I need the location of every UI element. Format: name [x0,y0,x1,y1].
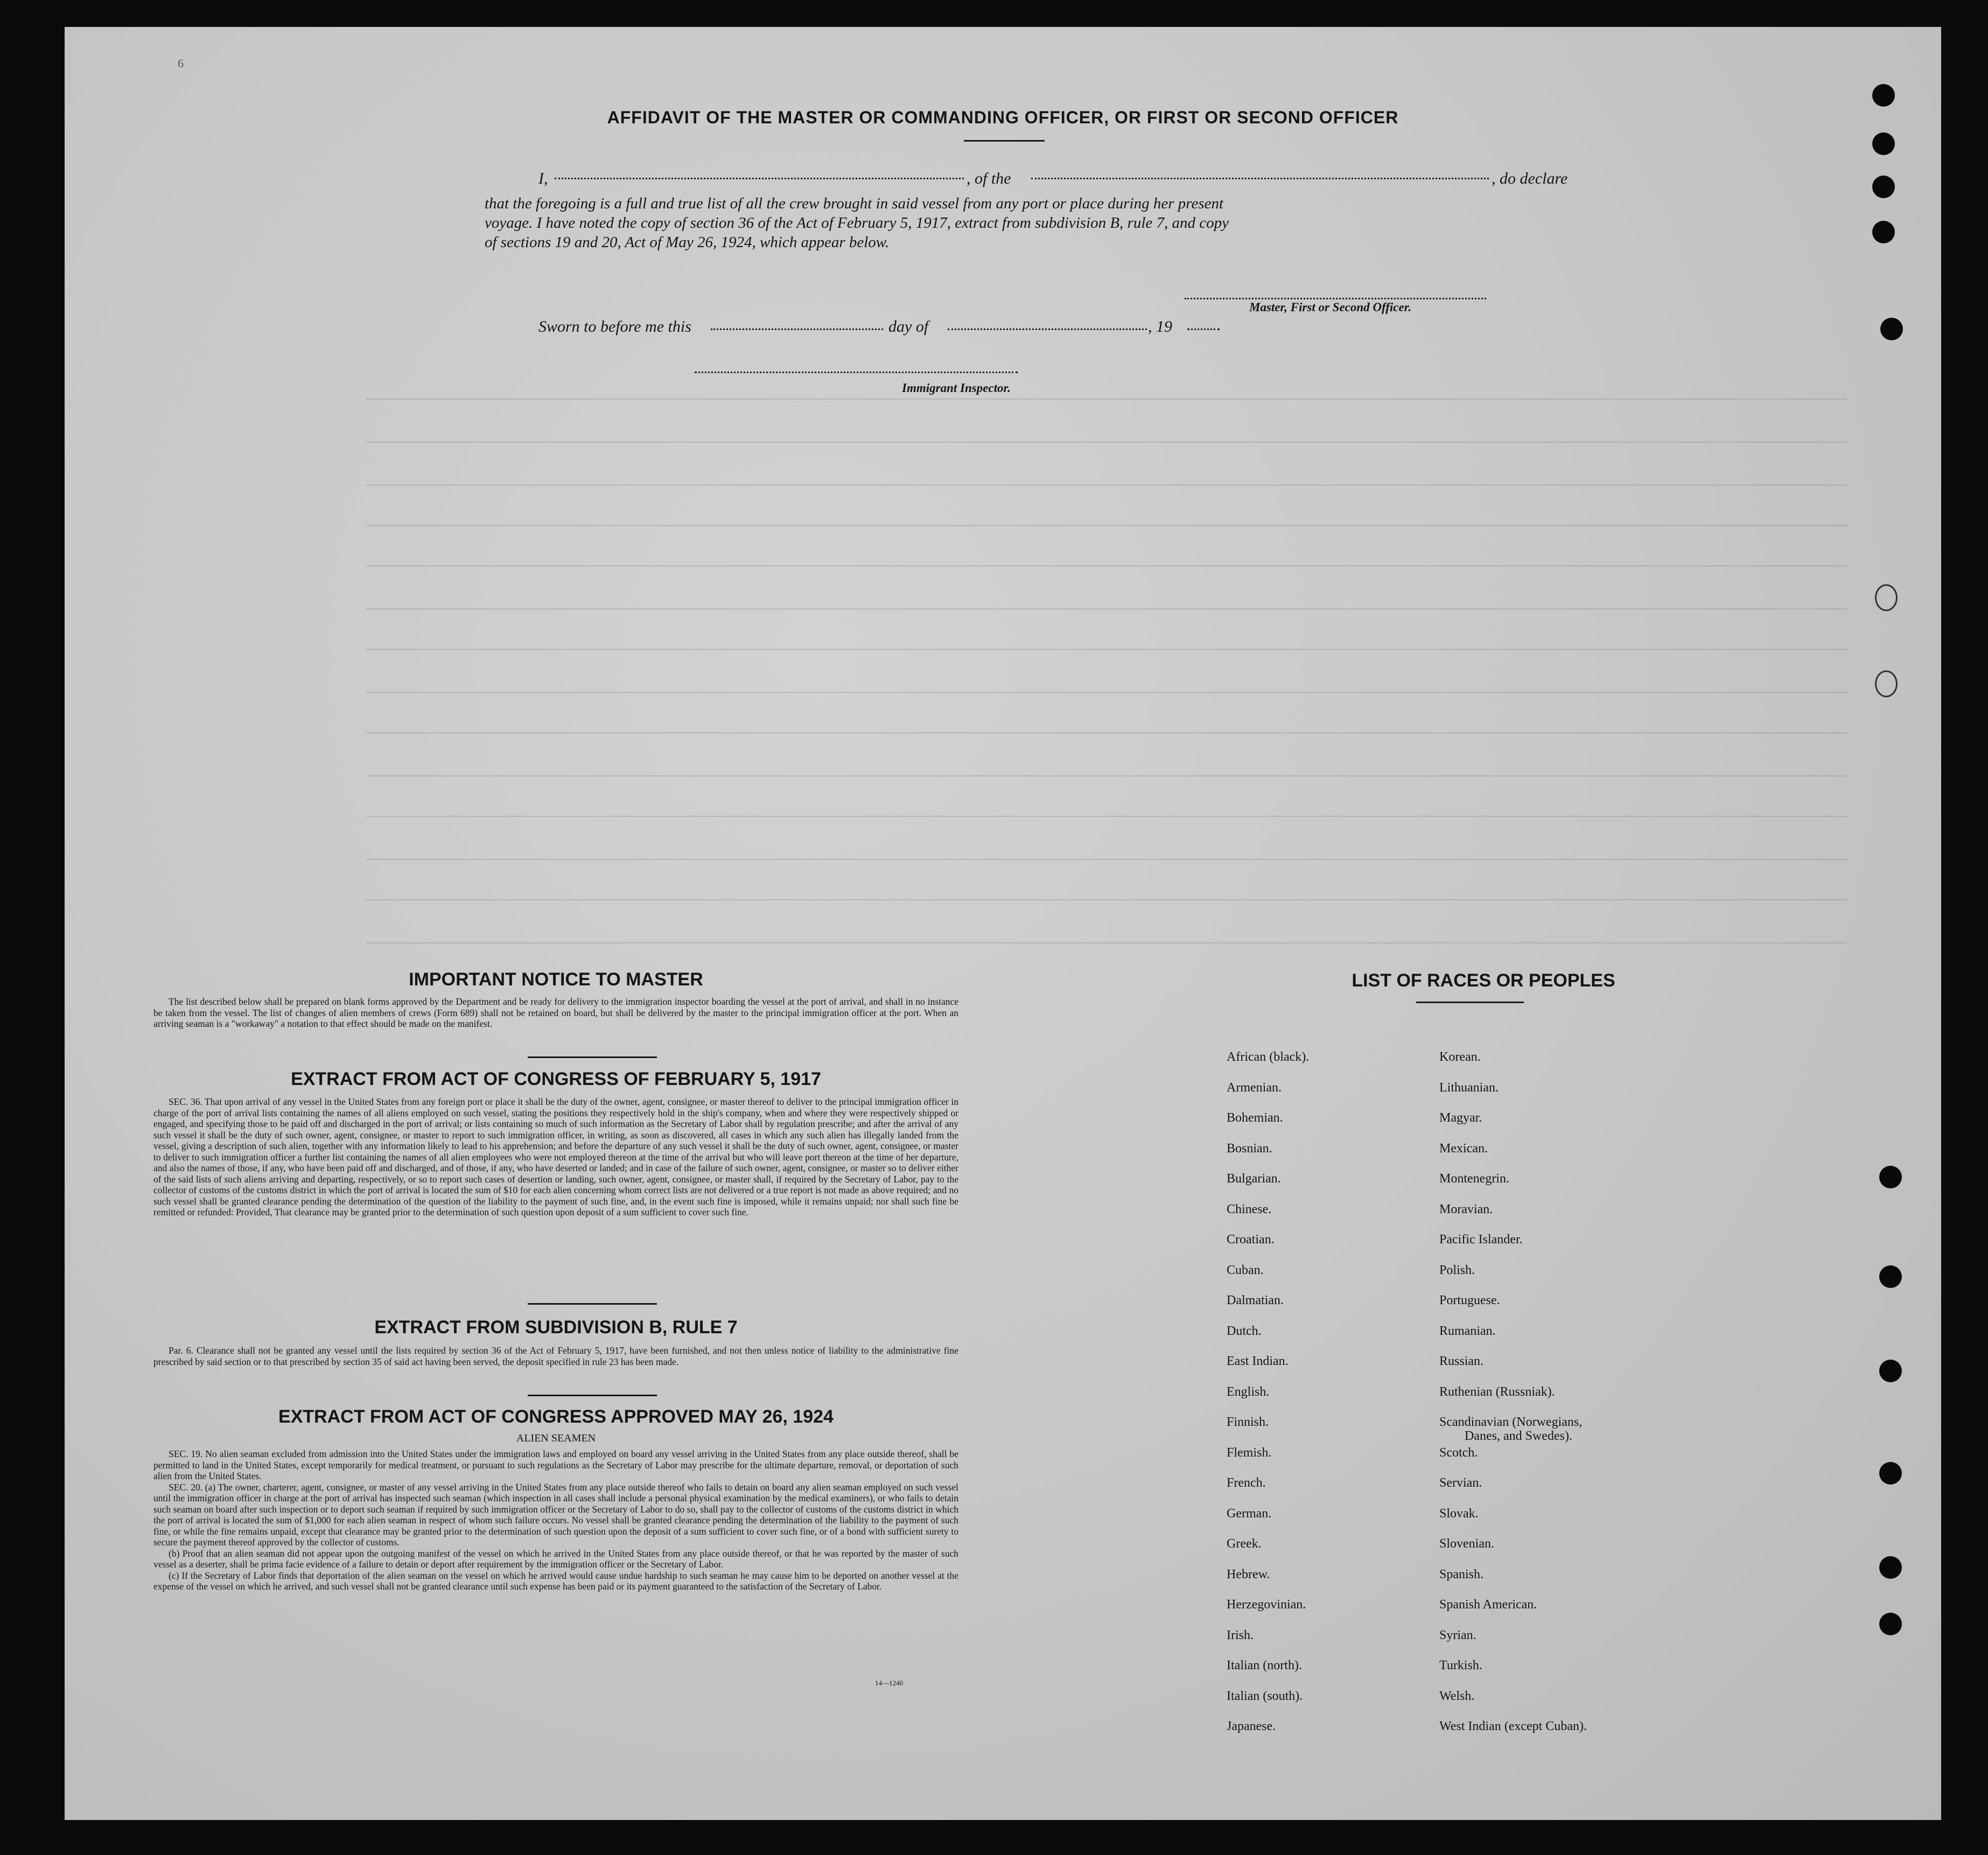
inspector-label: Immigrant Inspector. [902,381,1011,395]
binder-hole [1880,318,1903,340]
race-item: Cuban. [1227,1263,1264,1277]
statement-line-1: that the foregoing is a full and true list of all the crew brought in said vessel from any port or place during her present [485,195,1224,212]
separator [528,1056,657,1058]
race-item: Scotch. [1439,1445,1478,1460]
statement-line-2: voyage. I have noted the copy of section 36 of the Act of February 5, 1917, extract from subdivision B, rule 7, and copy [485,214,1229,232]
extract-rule7-title: EXTRACT FROM SUBDIVISION B, RULE 7 [374,1317,738,1338]
sworn-prefix: Sworn to before me this [538,318,691,335]
race-item: English. [1227,1384,1270,1399]
race-item: Chinese. [1227,1202,1272,1216]
race-item: Irish. [1227,1628,1254,1642]
race-item: Magyar. [1439,1111,1482,1125]
race-item: Welsh. [1439,1689,1475,1703]
binder-hole [1879,1613,1902,1635]
binder-hole [1879,1265,1902,1288]
race-item: Italian (north). [1227,1658,1302,1672]
race-item: Slovak. [1439,1506,1479,1521]
sworn-month-field[interactable] [948,328,1147,330]
binder-hole [1872,84,1895,107]
binder-hole [1879,1556,1902,1579]
race-item: Portuguese. [1439,1293,1500,1307]
sec-20b-paragraph: (b) Proof that an alien seaman did not appear upon the outgoing manifest of the vessel on which he arrived in the United States from any place outside thereof, or that he was reported by the master of such vessel as a deserter, shall be prima facie evidence of a failure to detain or deport after requirement by the immigration officer or the Secretary of Labor. [153,1548,958,1570]
vessel-field[interactable] [1031,178,1489,179]
race-item: West Indian (except Cuban). [1439,1719,1587,1733]
race-item: Bohemian. [1227,1111,1283,1125]
master-signature-field[interactable] [1185,298,1486,299]
separator [528,1395,657,1396]
race-item: Dutch. [1227,1324,1262,1338]
name-field[interactable] [555,178,964,179]
binder-hole [1879,1462,1902,1485]
race-item: Croatian. [1227,1233,1275,1247]
race-item: Danes, and Swedes). [1465,1429,1572,1443]
race-item: Ruthenian (Russniak). [1439,1384,1555,1399]
race-item: Armenian. [1227,1080,1282,1095]
race-item: Polish. [1439,1263,1475,1277]
binder-ring [1875,584,1898,611]
race-item: German. [1227,1506,1272,1521]
sec-20c-paragraph: (c) If the Secretary of Labor finds that deportation of the alien seaman on the vessel on which he arrived would cause undue hardship to such seaman he may cause him to be deported on another vessel at the expense of the vessel on which he arrived, and such vessel shall not be granted clearance until such expense has been paid or its payment guaranteed to the satisfaction of the Secretary of Labor. [153,1570,958,1592]
race-item: Russian. [1439,1354,1484,1368]
sworn-day-field[interactable] [711,328,883,330]
extract-1917-title: EXTRACT FROM ACT OF CONGRESS OF FEBRUARY 5, 1917 [291,1069,821,1089]
race-item: Spanish. [1439,1567,1484,1581]
race-item: Pacific Islander. [1439,1233,1523,1247]
race-item: Flemish. [1227,1445,1272,1460]
affidavit-title: AFFIDAVIT OF THE MASTER OR COMMANDING OFFICER, OR FIRST OR SECOND OFFICER [607,108,1399,127]
race-item: Spanish American. [1439,1598,1537,1612]
declare-i-label: I, [538,170,548,187]
master-signature-label: Master, First or Second Officer. [1249,300,1412,314]
notice-title: IMPORTANT NOTICE TO MASTER [409,969,703,990]
sworn-year-field[interactable] [1187,328,1220,330]
affidavit-statement [485,194,1605,252]
race-item: Korean. [1439,1050,1481,1064]
race-item: East Indian. [1227,1354,1289,1368]
race-item: Hebrew. [1227,1567,1270,1581]
par-6-paragraph: Par. 6. Clearance shall not be granted any vessel until the lists required by section 36 of the Act of February 5, 1917, have been furnished, and not then unless notice of liability to the administrative fine prescribed by said section or to that prescribed by section 35 of said act having been served, the deposit specified in rule 23 has been made. [153,1345,958,1367]
notice-paragraph: The list described below shall be prepared on blank forms approved by the Department and be ready for delivery to the immigration inspector boarding the vessel at the port of arrival, and shall in no instance be taken from the vessel. The list of changes of alien members of crews (Form 689) shall not be retained on board, but shall be delivered by the master to the principal immigration officer at the port. When an arriving seaman is a "workaway" a notation to that effect should be made on the manifest. [153,996,958,1029]
alien-seamen-subtitle: ALIEN SEAMEN [516,1432,596,1444]
race-item: Bulgarian. [1227,1172,1281,1186]
binder-hole [1872,176,1895,198]
extract-1924-title: EXTRACT FROM ACT OF CONGRESS APPROVED MAY 26, 1924 [278,1406,834,1427]
form-number: 14—1240 [875,1679,903,1687]
binder-hole [1872,221,1895,243]
race-item: Syrian. [1439,1628,1476,1642]
races-title: LIST OF RACES OR PEOPLES [1352,970,1615,991]
race-item: Greek. [1227,1537,1262,1551]
race-item: Dalmatian. [1227,1293,1284,1307]
race-item: African (black). [1227,1050,1310,1064]
binder-hole [1872,132,1895,155]
race-item: Herzegovinian. [1227,1598,1306,1612]
race-item: Italian (south). [1227,1689,1303,1703]
sec-19-paragraph: SEC. 19. No alien seaman excluded from admission into the United States under the immigration laws and employed on board any vessel arriving in the United States from any place outside thereof, shall be permitted to land in the United States, except temporarily for medical treatment, or pursuant to such regulations as the Secretary of Labor may prescribe for the ultimate departure, removal, or deportation of such alien from the United States. [153,1448,958,1481]
race-item: Montenegrin. [1439,1172,1509,1186]
race-item: Moravian. [1439,1202,1493,1216]
document-page [65,27,1941,1820]
binder-hole [1879,1360,1902,1382]
race-item: Bosnian. [1227,1141,1272,1156]
separator [1416,1002,1524,1003]
race-item: French. [1227,1476,1266,1490]
race-item: Mexican. [1439,1141,1488,1156]
page-number: 6 [178,57,184,70]
race-item: Japanese. [1227,1719,1276,1733]
inspector-signature-field[interactable] [695,372,1018,373]
extract-1917-body [153,1096,958,1218]
race-item: Turkish. [1439,1658,1482,1672]
sec-36-paragraph: SEC. 36. That upon arrival of any vessel in the United States from any foreign port or place it shall be the duty of the owner, agent, consignee, or master thereof to deliver to the principal immigration officer in charge of the port of arrival lists containing the names of all aliens employed on such vessel, stating the positions they respectively hold in the ship's company, when and where they were respectively shipped or engaged, and specifying those to be paid off and discharged in the port of arrival; or lists containing so much of such information as the Secretary of Labor shall by regulation prescribe; and after the arrival of any such vessel it shall be the duty of such owner, agent, consignee, or master to report to such immigration officer, in writing, as soon as discovered, all cases in which any such alien has illegally landed from the vessel, giving a description of such alien, together with any information likely to lead to his apprehension; and before the departure of any such vessel it shall be the duty of such owner, agent, consignee, or master to deliver to such immigration officer a further list containing the names of all alien employees who were not employed thereon at the time of the arrival but who will leave port thereon at the time of her departure, and also the names of those, if any, who have been paid off and discharged, and of those, if any, who have deserted or landed; and in case of the failure of such owner, agent, consignee, or master so to deliver either of the said lists of such aliens arriving and departing, respectively, or so to report such cases of desertion or landing, such owner, agent, consignee, or master shall, if required by the Secretary of Labor, pay to the collector of customs of the customs district in which the port of arrival is located the sum of $10 for each alien concerning whom correct lists are not delivered or a true report is not made as above required; and no such vessel shall be granted clearance pending the determination of the question of the liability to the payment of such fine, and, in the event such fine is imposed, while it remains unpaid; nor shall such fine be remitted or refunded: Provided, That clearance may be granted prior to the determination of such question upon deposit of a sum sufficient to cover such fine. [153,1096,958,1217]
title-underline [964,140,1045,142]
binder-hole [1879,1166,1902,1188]
declare-end-label: , do declare [1492,170,1568,187]
race-item: Rumanian. [1439,1324,1496,1338]
extract-rule7-body [153,1345,958,1367]
race-item: Lithuanian. [1439,1080,1499,1095]
declare-of-the-label: , of the [967,170,1011,187]
race-item: Servian. [1439,1476,1482,1490]
race-item: Finnish. [1227,1415,1269,1429]
statement-line-3: of sections 19 and 20, Act of May 26, 1924, which appear below. [485,234,890,251]
separator [528,1303,657,1305]
binder-ring [1875,670,1898,697]
race-item: Scandinavian (Norwegians, [1439,1415,1583,1429]
race-item: Slovenian. [1439,1537,1494,1551]
extract-1924-body [153,1448,958,1592]
sec-20a-paragraph: SEC. 20. (a) The owner, charterer, agent, consignee, or master of any vessel arriving in the United States from any place outside thereof who fails to detain on board any alien seaman employed on such vessel until the immigration officer in charge at the port of arrival has inspected such seaman (which inspection in all cases shall include a personal physical examination by the medical examiners), or who fails to detain such seaman on board after such inspection or to deport such seaman if required by such immigration officer or the Secretary of Labor to do so, shall pay to the collector of customs of the customs district in which the port of arrival is located the sum of $1,000 for each alien seaman in respect of whom such failure occurs. No vessel shall be granted clearance pending the determination of the liability to the payment of such fine, or while the fine remains unpaid, except that clearance may be granted prior to the determination of such question upon the deposit of a sum sufficient to cover such fine, or of a bond with sufficient surety to secure the payment thereof approved by the collector of customs. [153,1481,958,1548]
sworn-year-label: , 19 [1148,318,1172,335]
sworn-day-of-label: day of [888,318,929,335]
notice-body [153,996,958,1030]
